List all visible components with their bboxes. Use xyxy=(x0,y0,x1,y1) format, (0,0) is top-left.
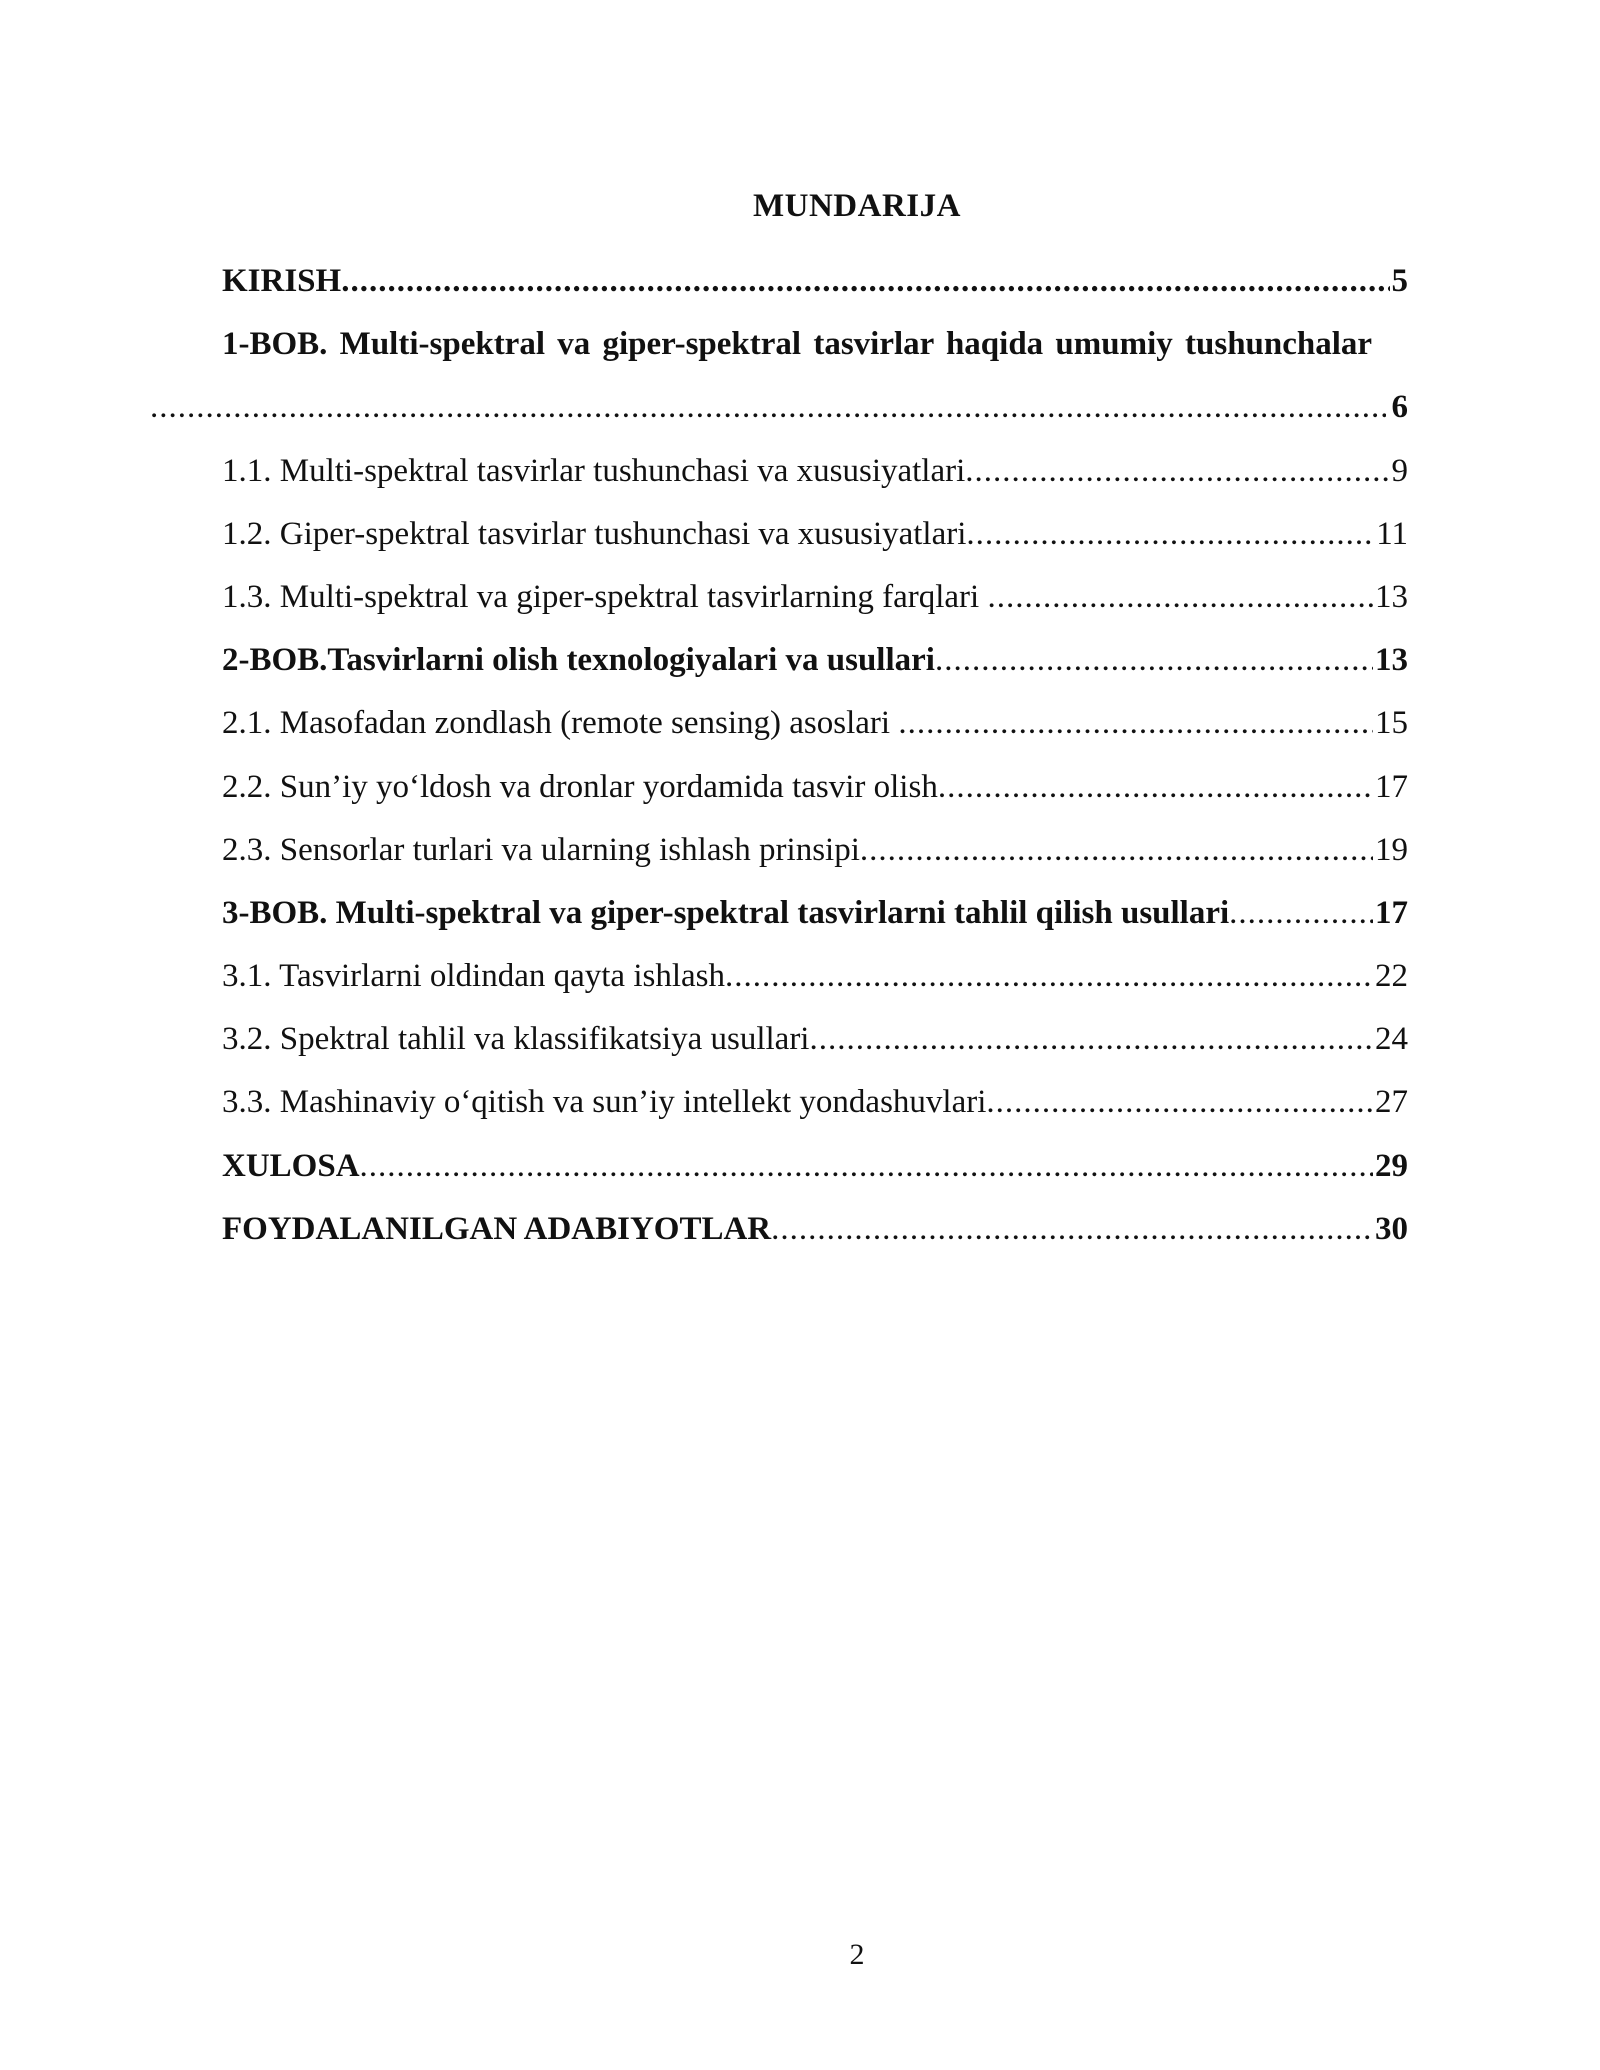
toc-entry-label: KIRISH xyxy=(222,263,342,299)
toc-entry-page: 24 xyxy=(1375,1021,1408,1058)
toc-entry-label: XULOSA xyxy=(222,1147,360,1184)
toc-entry-chapter-3[interactable] xyxy=(222,882,1408,945)
toc-entry-label: 3.1. Tasvirlarni oldindan qayta ishlash xyxy=(222,958,725,995)
dot-leader xyxy=(150,376,1386,439)
toc-entry-xulosa[interactable] xyxy=(222,1135,1408,1198)
toc-entry-page: 17 xyxy=(1375,768,1408,805)
toc-entry-section-3-3[interactable] xyxy=(222,1071,1408,1134)
toc-entry-page: 29 xyxy=(1375,1147,1408,1184)
toc-entry-label: 1-BOB. Multi-spektral va giper-spektral tasvirlar haqida umumiy tushunchalar xyxy=(222,326,1373,363)
toc-entry-chapter-2[interactable] xyxy=(222,629,1408,692)
dot-leader xyxy=(725,945,1373,1008)
toc-entry-bibliography[interactable] xyxy=(222,1198,1408,1261)
toc-entry-page: 30 xyxy=(1375,1210,1408,1247)
toc-entry-kirish[interactable] xyxy=(222,250,1408,313)
toc-entry-chapter-1-leader-line xyxy=(150,376,1408,439)
toc-entry-page: 13 xyxy=(1375,578,1408,615)
dot-leader xyxy=(341,250,1389,313)
toc-entry-section-2-2[interactable] xyxy=(222,756,1408,819)
toc-entry-label: 2.1. Masofadan zondlash (remote sensing) asoslari xyxy=(222,705,899,742)
toc-entry-page: 22 xyxy=(1375,958,1408,995)
toc-entry-page: 17 xyxy=(1375,894,1408,931)
dot-leader xyxy=(966,503,1374,566)
toc-entry-page: 13 xyxy=(1375,642,1408,679)
dot-leader xyxy=(360,1135,1373,1198)
toc-entry-label: 3-BOB. Multi-spektral va giper-spektral tasvirlarni tahlil qilish usullari xyxy=(222,894,1230,931)
dot-leader xyxy=(935,629,1373,692)
toc-entry-label: 2-BOB.Tasvirlarni olish texnologiyalari va usullari xyxy=(222,642,935,679)
toc-entry-chapter-1[interactable] xyxy=(222,313,1490,376)
toc-entry-page: 6 xyxy=(1391,389,1408,426)
toc-entry-section-2-3[interactable] xyxy=(222,819,1408,882)
toc-entry-section-2-1[interactable] xyxy=(222,692,1408,755)
toc-entry-label: 1.1. Multi-spektral tasvirlar tushunchasi va xususiyatlari xyxy=(222,452,966,489)
toc-entry-label: 1.3. Multi-spektral va giper-spektral tasvirlarning farqlari xyxy=(222,578,988,615)
toc-entry-page: 11 xyxy=(1376,515,1408,552)
toc-entry-label: 3.2. Spektral tahlil va klassifikatsiya usullari xyxy=(222,1021,810,1058)
toc-entry-section-3-2[interactable] xyxy=(222,1008,1408,1071)
dot-leader xyxy=(771,1198,1373,1261)
toc-entry-label: 2.3. Sensorlar turlari va ularning ishlash prinsipi xyxy=(222,831,860,868)
dot-leader xyxy=(1229,882,1373,945)
toc-entry-label: FOYDALANILGAN ADABIYOTLAR xyxy=(222,1210,772,1247)
page-number: 2 xyxy=(849,1938,865,1971)
dot-leader xyxy=(987,566,1373,629)
toc-title: MUNDARIJA xyxy=(753,188,961,224)
toc-entry-label: 1.2. Giper-spektral tasvirlar tushunchasi va xususiyatlari xyxy=(222,515,967,552)
toc-entry-page: 15 xyxy=(1375,705,1408,742)
toc-entry-page: 19 xyxy=(1375,831,1408,868)
toc-entry-label: 3.3. Mashinaviy o‘qitish va sun’iy intellekt yondashuvlari xyxy=(222,1084,987,1121)
toc-entry-section-1-2[interactable] xyxy=(222,503,1408,566)
toc-entry-section-1-3[interactable] xyxy=(222,566,1408,629)
dot-leader xyxy=(860,819,1373,882)
toc-entry-section-3-1[interactable] xyxy=(222,945,1408,1008)
dot-leader xyxy=(809,1008,1373,1071)
toc-entry-page: 9 xyxy=(1391,452,1408,489)
toc-entry-page: 27 xyxy=(1375,1084,1408,1121)
dot-leader xyxy=(898,692,1373,755)
toc-entry-page: 5 xyxy=(1391,263,1408,299)
dot-leader xyxy=(986,1071,1373,1134)
toc-entry-section-1-1[interactable] xyxy=(222,440,1408,503)
toc-entry-label: 2.2. Sun’iy yo‘ldosh va dronlar yordamida tasvir olish xyxy=(222,768,938,805)
table-of-contents xyxy=(222,250,1408,1261)
dot-leader xyxy=(965,440,1389,503)
dot-leader xyxy=(938,756,1373,819)
